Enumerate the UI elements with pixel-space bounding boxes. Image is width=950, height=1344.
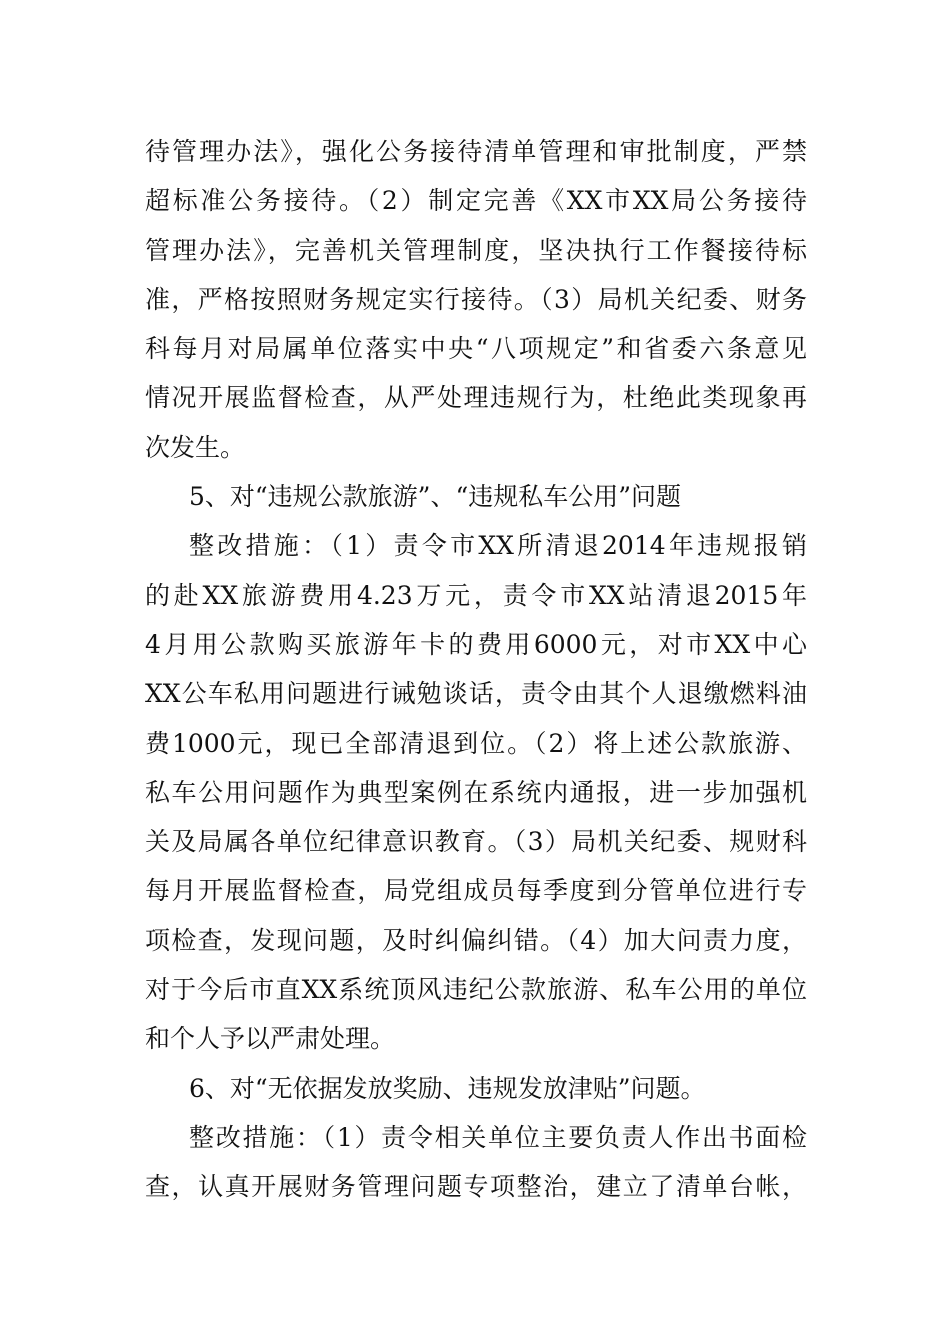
text-line: XX公车私用问题进行诫勉谈话，责令由其个人退缴燃料油 [145, 679, 807, 709]
text-line: 的赴XX旅游费用4.23万元，责令市XX站清退2015年 [145, 580, 807, 610]
text-line: 费1000元，现已全部清退到位。（2）将上述公款旅游、 [145, 728, 807, 758]
text-line: 5、对“违规公款旅游”、“违规私车公用”问题 [189, 482, 682, 512]
text-line: 超标准公务接待。（2）制定完善《XX市XX局公务接待 [145, 186, 807, 216]
document-body [145, 127, 807, 1212]
text-line: 关及局属各单位纪律意识教育。（3）局机关纪委、规财科 [145, 827, 807, 857]
text-line: 准，严格按照财务规定实行接待。（3）局机关纪委、财务 [145, 284, 807, 314]
text-line: 管理办法》，完善机关管理制度，坚决执行工作餐接待标 [145, 235, 807, 265]
text-line: 私车公用问题作为典型案例在系统内通报，进一步加强机 [145, 777, 807, 807]
text-line: 科每月对局属单位落实中央“八项规定”和省委六条意见 [145, 334, 807, 364]
text-line: 查，认真开展财务管理问题专项整治，建立了清单台帐， [145, 1172, 807, 1202]
text-line: 次发生。 [145, 432, 246, 462]
text-line: 和个人予以严肃处理。 [145, 1024, 396, 1054]
text-line: 项检查，发现问题，及时纠偏纠错。（4）加大问责力度， [145, 925, 807, 955]
text-line: 每月开展监督检查，局党组成员每季度到分管单位进行专 [145, 876, 807, 906]
text-line: 整改措施：（1）责令市XX所清退2014年违规报销 [189, 531, 807, 561]
text-line: 对于今后市直XX系统顶风违纪公款旅游、私车公用的单位 [145, 975, 807, 1005]
text-line: 整改措施：（1）责令相关单位主要负责人作出书面检 [189, 1122, 807, 1152]
text-line: 6、对“无依据发放奖励、违规发放津贴”问题。 [189, 1073, 706, 1103]
text-line: 情况开展监督检查，从严处理违规行为，杜绝此类现象再 [145, 383, 807, 413]
text-line: 4月用公款购买旅游年卡的费用6000元，对市XX中心 [145, 629, 807, 659]
text-line: 待管理办法》，强化公务接待清单管理和审批制度，严禁 [145, 137, 807, 166]
